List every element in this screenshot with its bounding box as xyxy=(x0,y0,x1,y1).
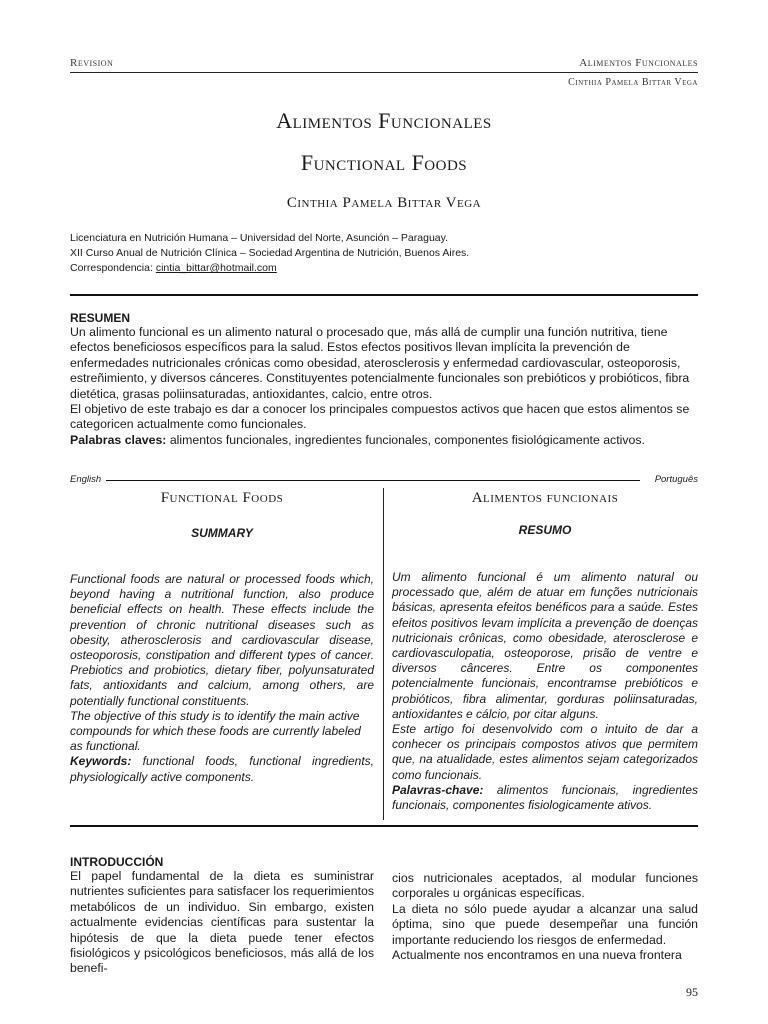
language-label-portuguese: Português xyxy=(654,474,698,485)
resumen-paragraph-1: Un alimento funcional es un alimento natural o procesado que, más allá de cumplir una función nutritiva, tiene efectos beneficiosos específicos para la salud. Estos efectos positivos llevan implícita la prevención de enfermedades nutricionales crónicas como obesidad, aterosclerosis y enfermedad cardiovascular, osteoporosis, estreñimiento, y diversos cánceres. Constituyentes potencialmente funcionales son prebióticos y probióticos, fibra dietética, grasas poliinsaturadas, antioxidantes, calcio, entre otros. xyxy=(70,325,690,401)
resumen-heading: RESUMEN xyxy=(70,311,131,325)
english-keywords xyxy=(70,754,374,784)
intro-right-paragraph-3: Actualmente nos encontramos en una nueva frontera xyxy=(392,948,682,963)
resumen-keywords xyxy=(70,433,698,448)
portuguese-keywords xyxy=(392,783,698,813)
running-header-section: Revision xyxy=(70,57,114,69)
language-rule xyxy=(106,480,640,481)
resumen-keywords-text: alimentos funcionales, ingredientes funcionales, componentes fisiológicamente activos. xyxy=(166,432,645,447)
resumen-keywords-label: Palabras claves: xyxy=(70,432,167,447)
language-label-english: English xyxy=(70,474,102,485)
correspondence xyxy=(70,261,469,276)
introduccion-heading: INTRODUCCIÓN xyxy=(70,855,164,869)
author-name: Cinthia Pamela Bittar Vega xyxy=(286,195,482,211)
english-keywords-label: Keywords: xyxy=(70,754,132,769)
english-keywords-text: functional foods, functional ingredients, physiologically active components. xyxy=(70,754,374,784)
english-paragraph-2: The objective of this study is to identify the main active compounds for which these foods are currently labeled as functional. xyxy=(70,708,361,754)
portuguese-keywords-label: Palavras-chave: xyxy=(392,782,484,797)
affiliation-line-1: Licenciatura en Nutrición Humana – Universidad del Norte, Asunción – Paraguay. xyxy=(70,232,449,244)
affiliation-line-2: XII Curso Anual de Nutrición Clínica – Sociedad Argentina de Nutrición, Buenos Aires. xyxy=(70,247,470,259)
running-header-author: Cinthia Pamela Bittar Vega xyxy=(568,77,698,88)
article-title-english: Functional Foods xyxy=(300,150,468,175)
correspondence-label: Correspondencia: xyxy=(70,262,156,274)
column-divider xyxy=(383,488,384,820)
intro-right-column xyxy=(392,871,698,963)
english-abstract xyxy=(70,572,374,785)
resumo-heading: RESUMO xyxy=(518,523,572,537)
resumen-paragraph-2: El objetivo de este trabajo es dar a conocer los principales compuestos activos que hacen que estos alimentos se categoricen actualmente como funcionales. xyxy=(70,402,690,432)
portuguese-paragraph-1: Um alimento funcional é um alimento natural ou processado que, além de atuar em funções nutricionais básicas, apresenta efeitos benéficos para a saúde. Estes efeitos positivos levam implícita a prevenção de doenças nutricionais crônicas, como obesidade, aterosclerose e cardiovasculopatia, osteoporose, prisão de ventre e diversos cânceres. Entre os componentes potencialmente funcionais, encontramse prebióticos e probióticos, fibra alimentar, gorduras poliinsaturadas, antioxidantes e cálcio, por citar alguns. xyxy=(392,570,698,721)
english-paragraph-1: Functional foods are natural or processed foods which, beyond having a nutritional function, also produce beneficial effects on health. These effects include the prevention of chronic nutritional diseases such as obesity, atherosclerosis and cardiovascular disease, osteoporosis, constipation and different types of cancer. Prebiotics and probiotics, dietary fiber, polyunsaturated fats, antioxidants and calcium, among others, are potentially functional constituents. xyxy=(70,572,374,708)
header-rule xyxy=(70,72,698,73)
resumen-body xyxy=(70,325,698,448)
portuguese-title: Alimentos funcionais xyxy=(471,490,619,506)
intro-left-column xyxy=(70,869,374,977)
email-link[interactable]: cintia_bittar@hotmail.com xyxy=(155,262,277,274)
intro-right-paragraph-2: La dieta no sólo puede ayudar a alcanzar una salud óptima, sino que puede desempeñar una función importante reduciendo los riesgos de enfermedad. xyxy=(392,901,698,947)
intro-left-paragraph: El papel fundamental de la dieta es suministrar nutrientes suficientes para satisfacer los requerimientos metabólicos de un individuo. Sin embargo, existen actualmente evidencias científicas para sustentar la hipótesis de que la dieta puede tener efectos fisiológicos y psicológicos beneficiosos, más allá de los benefi- xyxy=(70,869,374,976)
resumen-top-rule xyxy=(70,294,698,296)
english-title: Functional Foods xyxy=(160,490,284,506)
portuguese-paragraph-2: Este artigo foi desenvolvido com o intuito de dar a conhecer os principais compostos ativos que permitem que, na atualidade, estes alimentos sejam categorizados como funcionais. xyxy=(392,722,698,782)
portuguese-abstract xyxy=(392,570,698,813)
intro-right-paragraph-1: cios nutricionales aceptados, al modular funciones corporales u orgánicas específicas. xyxy=(392,871,698,901)
article-title-spanish: Alimentos Funcionales xyxy=(276,108,492,133)
affiliation-block xyxy=(70,231,469,276)
running-header-journal: Alimentos Funcionales xyxy=(579,57,698,69)
summary-heading: SUMMARY xyxy=(191,526,253,540)
abstract-bottom-rule xyxy=(70,825,698,827)
portuguese-keywords-text: alimentos funcionais, ingredientes funcionais, componentes fisiologicamente ativos. xyxy=(392,782,698,813)
page-number: 95 xyxy=(686,985,698,999)
